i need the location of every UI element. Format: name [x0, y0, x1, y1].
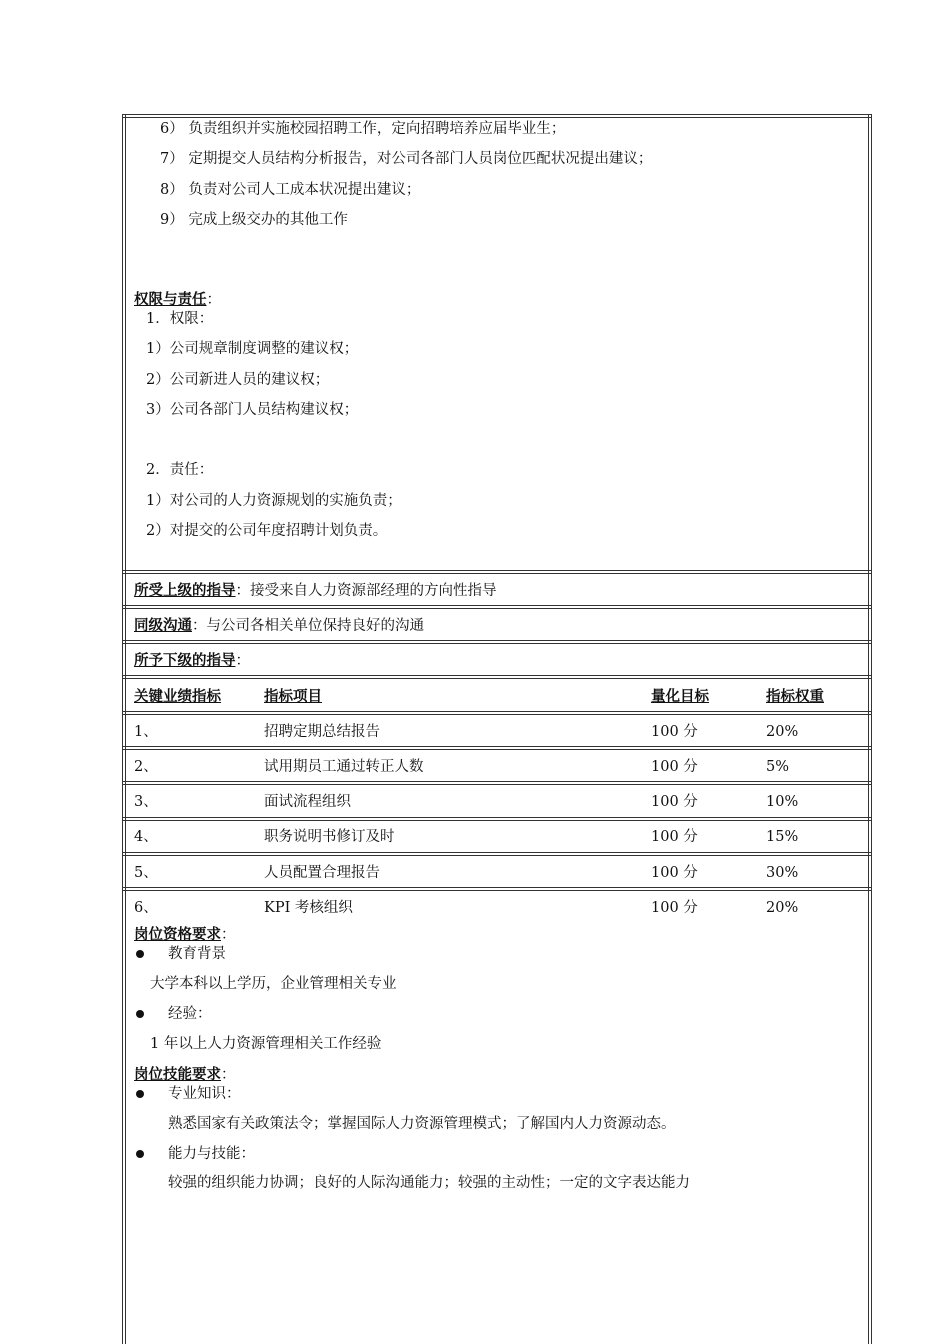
kpi-target: 100 分 — [651, 724, 698, 740]
row-divider — [122, 675, 872, 679]
kpi-item: 面试流程组织 — [264, 794, 351, 810]
knowledge-text: 熟悉国家有关政策法令；掌握国际人力资源管理模式；了解国内人力资源动态。 — [168, 1116, 676, 1132]
row-divider — [122, 711, 872, 715]
row-divider — [122, 640, 872, 644]
qualification-heading — [134, 926, 236, 944]
kpi-weight: 20% — [766, 724, 799, 740]
kpi-header-item: 指标项目 — [264, 688, 322, 705]
kpi-index: 6、 — [134, 900, 158, 916]
ability-text: 较强的组织能力协调；良好的人际沟通能力；较强的主动性；一定的文字表达能力 — [168, 1175, 690, 1191]
bullet-icon — [136, 1010, 144, 1018]
rights-title: 1．权限： — [146, 311, 214, 327]
peer-communication — [134, 617, 424, 635]
table-right-border — [871, 114, 872, 1344]
kpi-target: 100 分 — [651, 829, 698, 845]
kpi-target: 100 分 — [651, 759, 698, 775]
kpi-item: 职务说明书修订及时 — [264, 829, 395, 845]
rights-item: 3）公司各部门人员结构建议权； — [146, 402, 359, 418]
ability-label: 能力与技能： — [168, 1146, 255, 1162]
kpi-index: 4、 — [134, 829, 158, 845]
knowledge-label: 专业知识： — [168, 1086, 241, 1102]
kpi-header-target: 量化目标 — [651, 688, 709, 705]
subordinate-label: 所予下级的指导 — [134, 652, 236, 669]
subordinate-text: ： — [235, 653, 250, 669]
education-text: 大学本科以上学历，企业管理相关专业 — [150, 976, 397, 992]
duty-item: 9） 完成上级交办的其他工作 — [160, 212, 348, 228]
authority-heading — [134, 291, 221, 309]
table-right-border-inner — [868, 114, 869, 1344]
peer-label: 同级沟通 — [134, 617, 192, 634]
qualification-heading-text: 岗位资格要求 — [134, 926, 221, 943]
subordinate-guidance — [134, 652, 250, 670]
duty-item: 6） 负责组织并实施校园招聘工作，定向招聘培养应届毕业生； — [160, 121, 566, 137]
kpi-weight: 10% — [766, 794, 799, 810]
table-left-border — [122, 114, 123, 1344]
responsibility-title: 2．责任： — [146, 462, 214, 478]
kpi-weight: 5% — [766, 759, 790, 775]
experience-text: 1 年以上人力资源管理相关工作经验 — [150, 1036, 382, 1052]
kpi-item: 招聘定期总结报告 — [264, 724, 380, 740]
row-divider — [122, 746, 872, 750]
kpi-target: 100 分 — [651, 900, 698, 916]
row-divider — [122, 781, 872, 785]
row-divider — [122, 887, 872, 891]
kpi-index: 2、 — [134, 759, 158, 775]
kpi-weight: 30% — [766, 865, 799, 881]
superior-label: 所受上级的指导 — [134, 582, 236, 599]
bullet-icon — [136, 1090, 144, 1098]
duty-item: 7） 定期提交人员结构分析报告，对公司各部门人员岗位匹配状况提出建议； — [160, 151, 653, 167]
kpi-weight: 15% — [766, 829, 799, 845]
kpi-item: KPI 考核组织 — [264, 900, 353, 916]
row-divider — [122, 605, 872, 609]
bullet-icon — [136, 1150, 144, 1158]
row-divider — [122, 817, 872, 821]
kpi-weight: 20% — [766, 900, 799, 916]
bullet-icon — [136, 950, 144, 958]
kpi-item: 试用期员工通过转正人数 — [264, 759, 424, 775]
kpi-index: 3、 — [134, 794, 158, 810]
table-top-border — [122, 114, 872, 118]
superior-text: ：接受来自人力资源部经理的方向性指导 — [235, 583, 497, 599]
row-divider — [122, 570, 872, 574]
kpi-target: 100 分 — [651, 794, 698, 810]
kpi-item: 人员配置合理报告 — [264, 865, 380, 881]
superior-guidance — [134, 582, 497, 600]
kpi-target: 100 分 — [651, 865, 698, 881]
skills-heading-text: 岗位技能要求 — [134, 1066, 221, 1083]
kpi-header-indicator: 关键业绩指标 — [134, 688, 221, 705]
skills-heading — [134, 1066, 236, 1084]
responsibility-item: 2）对提交的公司年度招聘计划负责。 — [146, 523, 388, 539]
authority-heading-colon: ： — [206, 292, 221, 308]
education-label: 教育背景 — [168, 946, 226, 962]
duty-item: 8） 负责对公司人工成本状况提出建议； — [160, 182, 421, 198]
peer-text: ：与公司各相关单位保持良好的沟通 — [192, 618, 424, 634]
kpi-header-weight: 指标权重 — [766, 688, 824, 705]
qualification-heading-colon: ： — [221, 927, 236, 943]
kpi-index: 1、 — [134, 724, 158, 740]
kpi-index: 5、 — [134, 865, 158, 881]
row-divider — [122, 852, 872, 856]
table-left-border-inner — [125, 114, 126, 1344]
experience-label: 经验： — [168, 1006, 212, 1022]
rights-item: 1）公司规章制度调整的建议权； — [146, 341, 359, 357]
rights-item: 2）公司新进人员的建议权； — [146, 372, 330, 388]
skills-heading-colon: ： — [221, 1067, 236, 1083]
responsibility-item: 1）对公司的人力资源规划的实施负责； — [146, 493, 402, 509]
authority-heading-text: 权限与责任 — [134, 291, 207, 308]
